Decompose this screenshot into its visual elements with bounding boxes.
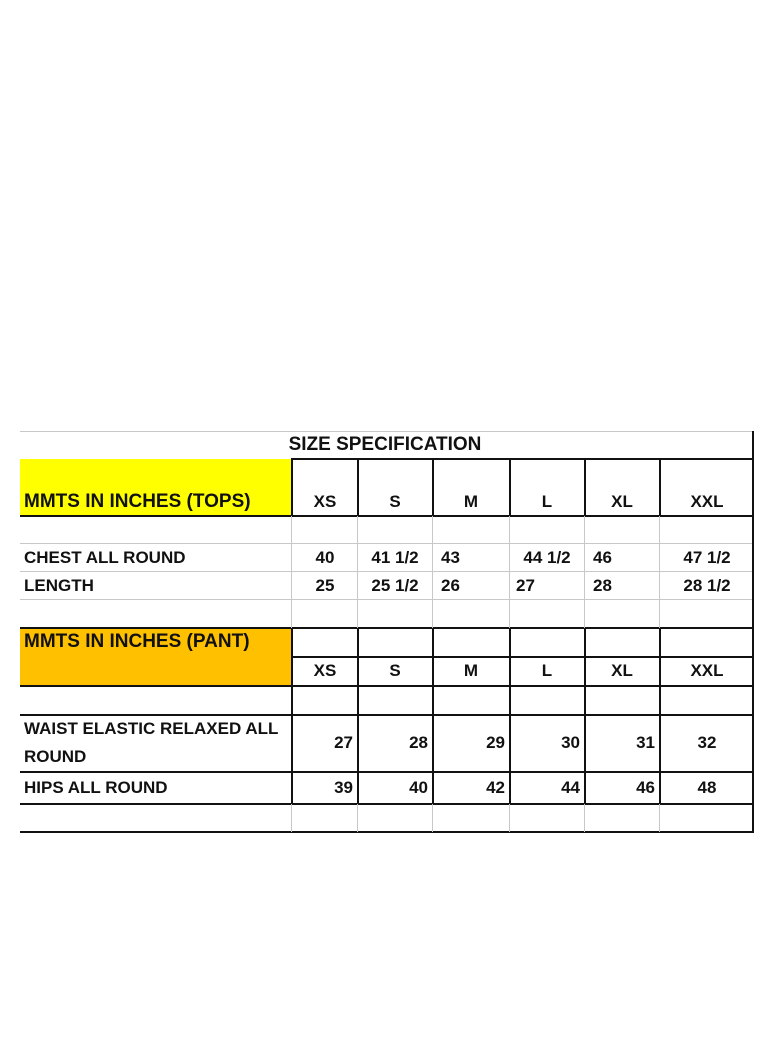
table-title: SIZE SPECIFICATION: [288, 434, 482, 455]
tops-size-xs: XS: [313, 491, 337, 511]
tops-size-m: M: [463, 491, 479, 511]
grid-line: [20, 543, 754, 544]
grid-line: [432, 459, 434, 516]
grid-line: [291, 656, 754, 658]
pant-value: 48: [697, 778, 717, 797]
grid-line: [584, 516, 585, 628]
grid-line: [291, 804, 292, 832]
pant-value: 46: [636, 778, 655, 797]
grid-line: [20, 431, 754, 432]
grid-line: [357, 459, 359, 516]
tops-value: 47 1/2: [683, 547, 731, 567]
grid-line: [659, 628, 661, 804]
pant-row-label-line1: WAIST ELASTIC RELAXED ALL: [24, 718, 279, 738]
pant-size-xxl: XXL: [690, 661, 724, 680]
pant-size-xs: XS: [313, 661, 337, 680]
pant-size-l: L: [541, 661, 553, 680]
grid-line: [20, 627, 754, 629]
pant-row-label: HIPS ALL ROUND: [24, 778, 168, 797]
grid-line: [291, 628, 293, 804]
grid-line: [291, 458, 754, 460]
tops-row-label: CHEST ALL ROUND: [24, 547, 186, 567]
pant-value: 31: [636, 733, 655, 752]
grid-line: [20, 831, 754, 833]
pant-value: 39: [334, 778, 353, 797]
grid-line: [20, 714, 754, 716]
tops-value: 44 1/2: [523, 547, 571, 567]
tops-value: 43: [441, 547, 460, 567]
grid-line: [20, 515, 754, 517]
tops-size-l: L: [541, 491, 553, 511]
grid-line: [509, 459, 511, 516]
pant-value: 28: [409, 733, 428, 752]
tops-size-xl: XL: [611, 491, 633, 511]
grid-line: [584, 628, 586, 804]
grid-line: [20, 571, 754, 572]
grid-line: [20, 803, 754, 805]
grid-line: [659, 516, 660, 628]
pant-value: 29: [486, 733, 505, 752]
grid-line: [20, 685, 754, 687]
tops-size-s: S: [389, 491, 401, 511]
tops-value: 25: [315, 575, 335, 595]
grid-line: [584, 459, 586, 516]
pant-size-s: S: [389, 661, 401, 680]
pant-header-label: MMTS IN INCHES (PANT): [24, 631, 250, 652]
grid-line: [584, 804, 585, 832]
grid-line: [432, 516, 433, 628]
grid-line: [291, 459, 293, 516]
grid-line: [659, 459, 661, 516]
tops-value: 27: [516, 575, 535, 595]
size-specification-table: [20, 431, 754, 833]
pant-size-m: M: [463, 661, 479, 680]
tops-row-label: LENGTH: [24, 575, 94, 595]
tops-value: 25 1/2: [371, 575, 419, 595]
pant-row-label-line2: ROUND: [24, 746, 87, 766]
grid-line: [509, 804, 510, 832]
tops-value: 28 1/2: [683, 575, 731, 595]
grid-line: [357, 628, 359, 804]
grid-line: [357, 516, 358, 628]
grid-line: [509, 628, 511, 804]
grid-line: [357, 804, 358, 832]
tops-value: 46: [593, 547, 612, 567]
pant-size-xl: XL: [611, 661, 633, 680]
grid-line: [291, 516, 292, 628]
tops-header-label: MMTS IN INCHES (TOPS): [24, 490, 251, 512]
pant-value: 32: [697, 733, 717, 752]
grid-line: [509, 516, 510, 628]
grid-line: [752, 431, 754, 833]
pant-value: 30: [561, 733, 580, 752]
tops-value: 28: [593, 575, 612, 595]
pant-value: 40: [409, 778, 428, 797]
pant-value: 44: [561, 778, 580, 797]
tops-size-xxl: XXL: [690, 491, 724, 511]
grid-line: [20, 599, 754, 600]
pant-value: 42: [486, 778, 505, 797]
grid-line: [432, 628, 434, 804]
tops-value: 40: [315, 547, 335, 567]
grid-line: [659, 804, 660, 832]
tops-value: 26: [441, 575, 460, 595]
grid-line: [20, 771, 754, 773]
tops-value: 41 1/2: [371, 547, 419, 567]
grid-line: [432, 804, 433, 832]
pant-value: 27: [334, 733, 353, 752]
